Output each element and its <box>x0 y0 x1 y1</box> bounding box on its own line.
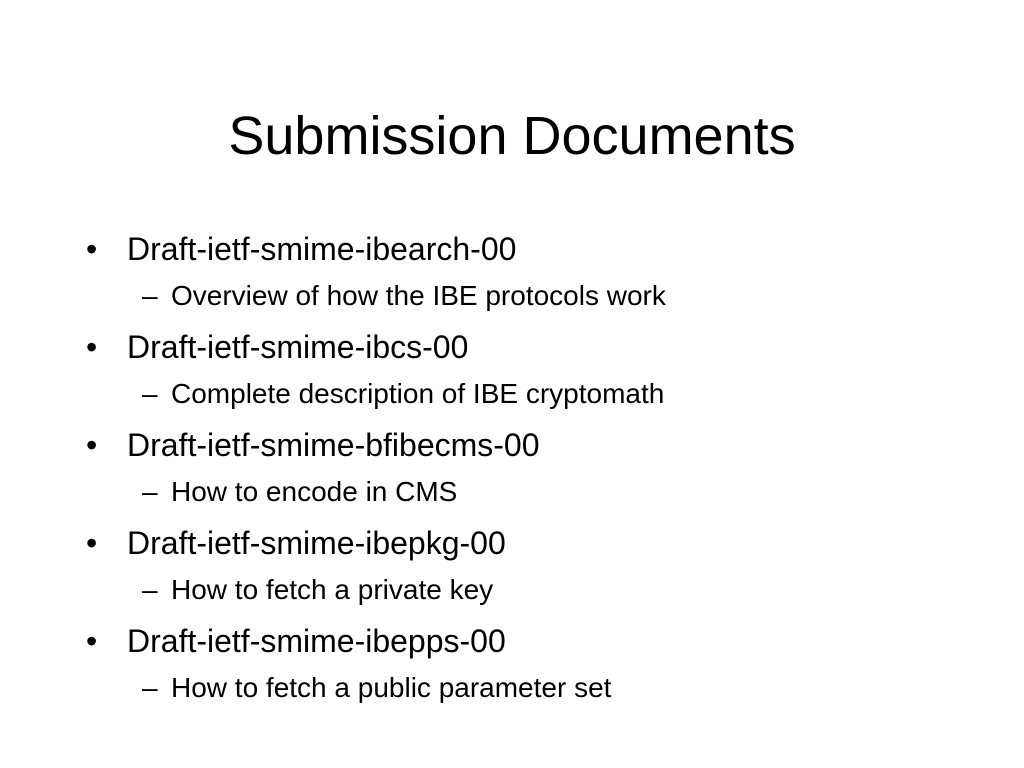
dash-icon: – <box>142 476 158 507</box>
draft-description: How to fetch a private key <box>171 574 494 605</box>
bullet-row <box>0 518 1024 568</box>
list-item <box>0 322 1024 420</box>
draft-name: Draft-ietf-smime-ibepps-00 <box>127 623 506 659</box>
bullet-row <box>0 322 1024 372</box>
bullet-icon: • <box>86 231 98 267</box>
dash-icon: – <box>142 574 158 605</box>
bullet-icon: • <box>86 525 98 561</box>
dash-icon: – <box>142 672 158 703</box>
draft-description: How to fetch a public parameter set <box>171 672 612 703</box>
dash-icon: – <box>142 280 158 311</box>
sub-bullet-row <box>0 570 1024 610</box>
bullet-row <box>0 224 1024 274</box>
sub-bullet-row <box>0 472 1024 512</box>
sub-bullet-row <box>0 276 1024 316</box>
sub-bullet-row <box>0 668 1024 708</box>
draft-description: How to encode in CMS <box>171 476 458 507</box>
draft-name: Draft-ietf-smime-ibcs-00 <box>127 329 469 365</box>
bullet-icon: • <box>86 623 98 659</box>
list-item <box>0 224 1024 322</box>
list-item <box>0 616 1024 714</box>
draft-description: Complete description of IBE cryptomath <box>171 378 665 409</box>
bullet-row <box>0 420 1024 470</box>
draft-description: Overview of how the IBE protocols work <box>171 280 666 311</box>
bullet-icon: • <box>86 329 98 365</box>
draft-name: Draft-ietf-smime-ibepkg-00 <box>127 525 506 561</box>
slide-title: Submission Documents <box>228 106 796 166</box>
dash-icon: – <box>142 378 158 409</box>
draft-name: Draft-ietf-smime-bfibecms-00 <box>127 427 540 463</box>
draft-name: Draft-ietf-smime-ibearch-00 <box>127 231 517 267</box>
bullet-icon: • <box>86 427 98 463</box>
sub-bullet-row <box>0 374 1024 414</box>
list-item <box>0 420 1024 518</box>
list-item <box>0 518 1024 616</box>
bullet-list <box>0 224 1024 714</box>
bullet-row <box>0 616 1024 666</box>
